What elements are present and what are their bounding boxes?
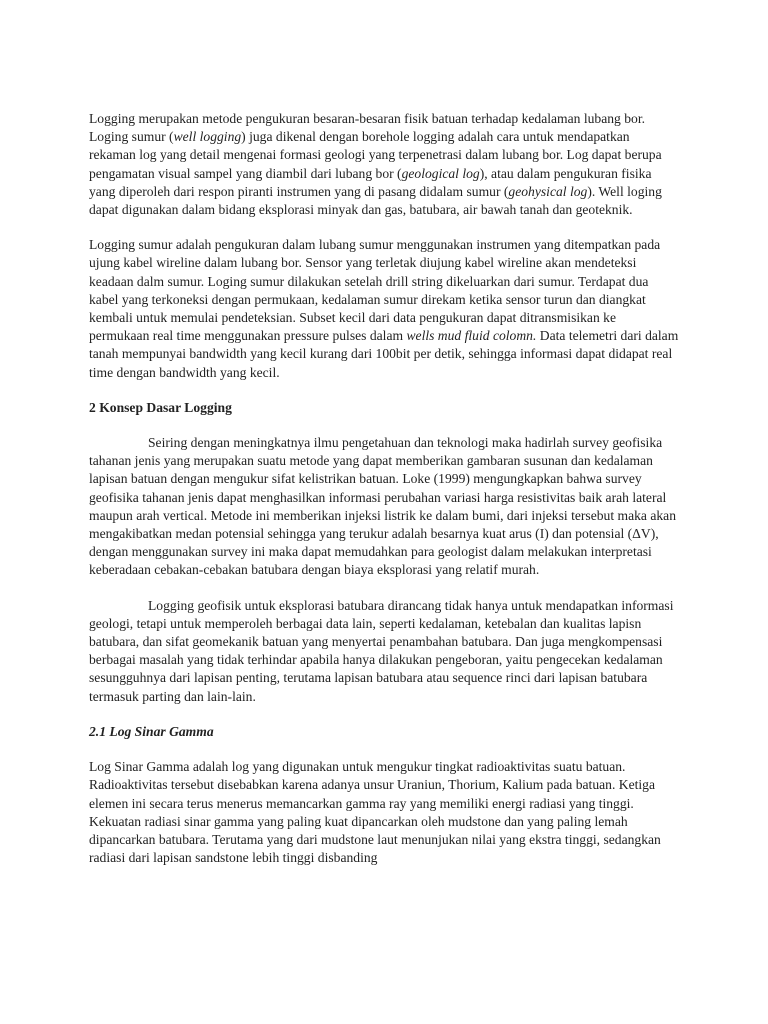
paragraph-geophysical-logging: Logging geofisik untuk eksplorasi batubara dirancang tidak hanya untuk mendapatkan informasi geologi, tetapi untuk memperoleh berbagai data lain, seperti kedalaman, ketebalan dan kualitas lapisn batubara, dan sifat geomekanik batuan yang menyertai penambahan batubara. Dan juga mengkompensasi berbagai masalah yang tidak terhindar apabila hanya dilakukan pengeboran, yaitu pengecekan kedalaman sesungguhnya dari lapisan penting, terutama lapisan batubara atau sequence rinci dari lapisan batubara termasuk parting dan lain-lain.: [89, 597, 674, 704]
paragraph-text: ) juga dikenal dengan borehole logging adalah cara untuk mendapatkan rekaman log yang detail mengenai formasi geologi yang terpenetrasi dalam lubang bor. Log dapat berupa pengamatan visual sampel yang diambil dari lubang bor (: [89, 129, 662, 181]
italic-term: well logging: [173, 129, 242, 145]
paragraph-resistivity-survey: Seiring dengan meningkatnya ilmu pengetahuan dan teknologi maka hadirlah survey geofisika tahanan jenis yang merupakan suatu metode yang dapat memberikan gambaran susunan dan kedalaman lapisan batuan dengan mengukur sifat kelistrikan batuan. Loke (1999) mengungkapkan bahwa survey geofisika tahanan jenis dapat menghasilkan informasi perubahan variasi harga resistivitas baik arah lateral maupun arah vertical. Metode ini memberikan injeksi listrik ke dalam bumi, dari injeksi tersebut maka akan mengakibatkan medan potensial sehingga yang terukur adalah besarnya kuat arus (I) dan potensial (ΔV), dengan menggunakan survey ini maka dapat memudahkan para geologist dalam melakukan interpretasi keberadaan cebakan-cebakan batubara dengan biaya eksplorasi yang relatif murah.: [89, 435, 677, 578]
subsection-heading: 2.1 Log Sinar Gamma: [89, 723, 214, 739]
italic-term: geohysical log: [508, 183, 588, 199]
paragraph-text: Logging sumur adalah pengukuran dalam lubang sumur menggunakan instrumen yang ditempatkan pada ujung kabel wireline dalam lubang bor. Sensor yang terletak diujung kabel wireline akan mendeteksi keadaan dalm sumur. Loging sumur dilakukan setelah drill string dikeluarkan dari sumur. Terdapat dua kabel yang terkoneksi dengan permukaan, kedalaman sumur direkam ketika sensor turun dan diangkat kembali untuk memulai pendeteksian. Subset kecil dari data pengukuran dapat ditransmisikan ke permukaan real time menggunakan pressure pulses dalam: [89, 237, 661, 344]
paragraph-text: Logging merupakan metode pengukuran besaran-besaran fisik batuan terhadap kedalaman lubang bor. Loging sumur (: [89, 111, 646, 145]
paragraph-gamma-log: Log Sinar Gamma adalah log yang digunakan untuk mengukur tingkat radioaktivitas suatu batuan. Radioaktivitas tersebut disebabkan karena adanya unsur Uraniun, Thorium, Kalium pada batuan. Ketiga elemen ini secara terus menerus memancarkan gamma ray yang memiliki energi radiasi yang tinggi. Kekuatan radiasi sinar gamma yang paling kuat dipancarkan oleh mudstone dan yang paling lemah dipancarkan batubara. Terutama yang dari mudstone laut menunjukan nilai yang ekstra tinggi, sedangkan radiasi dari lapisan sandstone lebih tinggi disbanding: [89, 759, 661, 866]
paragraph-text: Data telemetri dari dalam tanah mempunyai bandwidth yang kecil kurang dari 100bit per detik, sehingga informasi dapat didapat real time dengan bandwidth yang kecil.: [89, 328, 679, 380]
italic-term: geological log: [401, 165, 480, 181]
paragraph-text: ). Well loging dapat digunakan dalam bidang eksplorasi minyak dan gas, batubara, air bawah tanah dan geoteknik.: [89, 183, 662, 218]
italic-term: wells mud fluid colomn.: [406, 328, 537, 344]
paragraph-well-logging: [89, 236, 679, 382]
document-page: [89, 110, 679, 867]
paragraph-logging-definition: [89, 110, 679, 219]
paragraph-text: ), atau dalam pengukuran fisika yang diperoleh dari respon piranti instrumen yang di pasang didalam sumur (: [89, 165, 652, 199]
section-heading: 2 Konsep Dasar Logging: [89, 399, 232, 415]
